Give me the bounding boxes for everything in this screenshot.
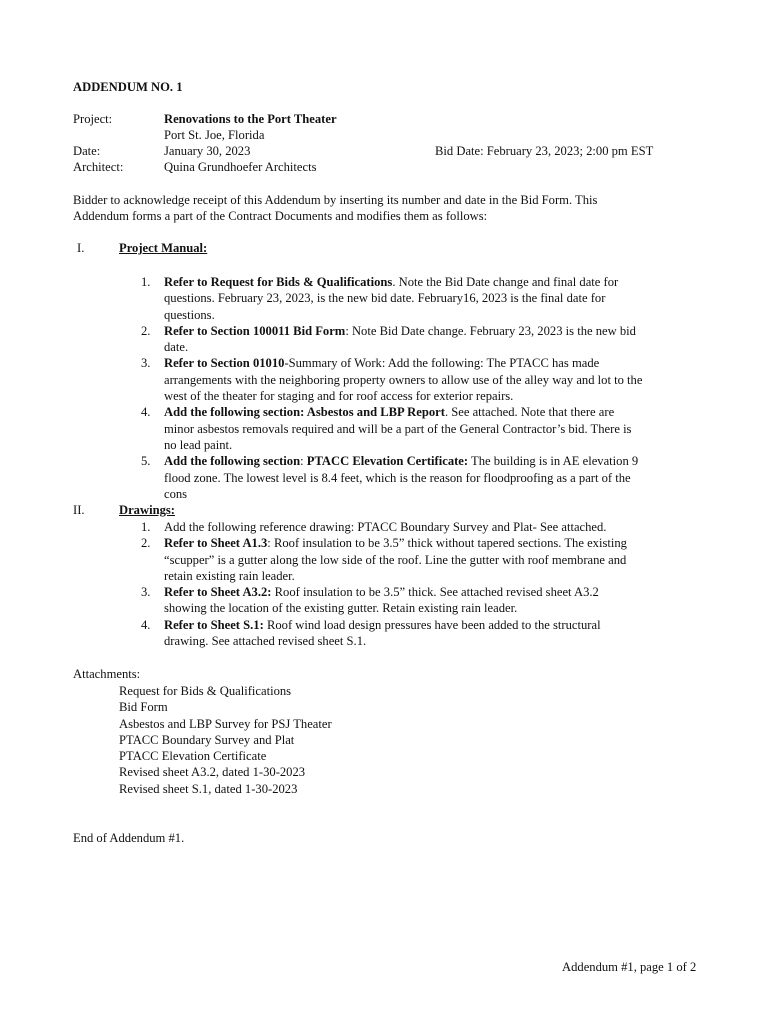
list-item-line — [164, 519, 713, 535]
list-item-line — [164, 339, 713, 355]
end-of-addendum: End of Addendum #1. — [73, 831, 185, 845]
list-item-text: west of the theater for staging and for roof access for exterior repairs. — [164, 389, 514, 404]
list-item-line — [164, 535, 713, 551]
list-item-lead: Add the following section: Asbestos and LBP Report — [164, 405, 445, 420]
list-item-line — [164, 307, 713, 323]
list-item-lead: Refer to Section 100011 Bid Form — [164, 323, 346, 338]
list-item-line — [164, 617, 713, 633]
section-numeral: I. — [77, 241, 85, 255]
list-item-number: 4. — [141, 405, 151, 420]
attachment-item: Bid Form — [119, 700, 168, 715]
section-title: Project Manual: — [119, 241, 208, 255]
list-item — [73, 453, 713, 502]
list-item-line — [164, 584, 713, 600]
list-item-number: 3. — [141, 356, 151, 371]
list-item — [73, 617, 713, 650]
architect-value: Quina Grundhoefer Architects — [164, 160, 317, 174]
list-item-line — [164, 470, 713, 486]
list-item-line — [164, 453, 713, 469]
list-item-number: 5. — [141, 454, 151, 469]
list-item-lead: Refer to Sheet S.1: — [164, 617, 264, 632]
list-item-text: : — [300, 454, 307, 469]
list-item-text: -Summary of Work: Add the following: The PTACC has made — [284, 356, 600, 371]
list-item-text: The building is in AE elevation 9 — [468, 454, 639, 469]
list-item-text: drawing. See attached revised sheet S.1. — [164, 634, 367, 649]
list-item-number: 1. — [141, 520, 151, 534]
list-item-line — [164, 290, 713, 306]
list-item-number: 2. — [141, 536, 151, 551]
attachment-item: Revised sheet A3.2, dated 1-30-2023 — [119, 765, 306, 780]
list-item-line — [164, 372, 713, 388]
list-item-text: date. — [164, 340, 189, 355]
list-item-number: 2. — [141, 323, 151, 338]
section-numeral: II. — [73, 503, 85, 517]
project-location: Port St. Joe, Florida — [164, 128, 265, 142]
attachments-list — [119, 683, 332, 797]
attachment-item: Revised sheet S.1, dated 1-30-2023 — [119, 781, 298, 796]
list-item-text: cons — [164, 486, 188, 501]
bid-date: Bid Date: February 23, 2023; 2:00 pm EST — [435, 144, 654, 158]
intro-line: Addendum forms a part of the Contract Documents and modifies them as follows: — [73, 209, 488, 223]
list-item-line — [164, 388, 713, 404]
list-item-line — [164, 404, 713, 420]
list-item-line — [164, 323, 713, 339]
date-label: Date: — [73, 144, 101, 158]
project-title: Renovations to the Port Theater — [164, 112, 337, 126]
list-item-text: Roof wind load design pressures have been added to the structural — [263, 617, 601, 632]
list-item-number: 1. — [141, 275, 151, 289]
list-item-line — [164, 568, 713, 584]
list-item-lead: Refer to Sheet A3.2: — [164, 585, 272, 600]
list-item-line — [164, 486, 713, 502]
list-item-lead: Refer to Request for Bids & Qualifications — [164, 275, 393, 289]
list-item-line — [164, 633, 713, 649]
architect-label: Architect: — [73, 160, 124, 174]
date-value: January 30, 2023 — [164, 144, 251, 158]
list-item-text: showing the location of the existing gutter. Retain existing rain leader. — [164, 601, 518, 616]
section-title: Drawings: — [119, 503, 175, 517]
list-item-text: . Note the Bid Date change and final date for — [392, 275, 619, 289]
page-footer: Addendum #1, page 1 of 2 — [562, 960, 697, 974]
list-item-text: : Roof insulation to be 3.5” thick without tapered sections. The existing — [267, 536, 627, 551]
project-label: Project: — [73, 112, 113, 126]
attachment-item: PTACC Elevation Certificate — [119, 749, 267, 764]
list-item — [73, 274, 713, 323]
list-item-text: Add the following reference drawing: PTACC Boundary Survey and Plat- See attached. — [164, 520, 607, 534]
list-item-text: questions. February 23, 2023, is the new bid date. February16, 2023 is the final date for — [164, 291, 606, 306]
project-manual-list — [73, 274, 713, 502]
list-item-text: retain existing rain leader. — [164, 568, 295, 583]
list-item-text: no lead paint. — [164, 437, 233, 452]
list-item-text: minor asbestos removals required and will be a part of the General Contractor’s bid. There is — [164, 421, 632, 436]
list-item-line — [164, 552, 713, 568]
list-item-number: 4. — [141, 617, 151, 632]
list-item-text: . See attached. Note that there are — [444, 405, 615, 420]
list-item-text: questions. — [164, 307, 215, 322]
list-item-lead: Refer to Section 01010 — [164, 356, 285, 371]
list-item-line — [164, 421, 713, 437]
list-item-line — [164, 600, 713, 616]
attachments-label: Attachments: — [73, 667, 141, 681]
intro-line: Bidder to acknowledge receipt of this Addendum by inserting its number and date in the Bid Form. This — [73, 193, 598, 207]
list-item-text: Roof insulation to be 3.5” thick. See attached revised sheet A3.2 — [271, 585, 599, 600]
attachment-item: Request for Bids & Qualifications — [119, 684, 292, 698]
list-item — [73, 584, 713, 617]
addendum-heading: ADDENDUM NO. 1 — [73, 80, 183, 94]
list-item-lead: Refer to Sheet A1.3 — [164, 536, 268, 551]
list-item — [73, 323, 713, 356]
list-item-text: flood zone. The lowest level is 8.4 feet, which is the reason for floodproofing as a part of the — [164, 470, 631, 485]
list-item — [73, 535, 713, 584]
attachment-item: PTACC Boundary Survey and Plat — [119, 732, 295, 747]
list-item-line — [164, 355, 713, 371]
list-item — [73, 404, 713, 453]
list-item-number: 3. — [141, 585, 151, 600]
list-item-line — [164, 274, 713, 290]
list-item-text: arrangements with the neighboring property owners to allow use of the alley way and lot to the — [164, 372, 643, 387]
list-item-text: “scupper” is a gutter along the low side of the roof. Line the gutter with roof membrane and — [164, 552, 627, 567]
list-item-line — [164, 437, 713, 453]
attachment-item: Asbestos and LBP Survey for PSJ Theater — [119, 716, 332, 731]
list-item — [73, 519, 713, 535]
drawings-list — [73, 519, 713, 649]
list-item-lead: Add the following section — [164, 454, 301, 469]
list-item-text: : Note Bid Date change. February 23, 2023 is the new bid — [345, 323, 636, 338]
list-item-lead: PTACC Elevation Certificate: — [306, 454, 469, 469]
list-item — [73, 355, 713, 404]
